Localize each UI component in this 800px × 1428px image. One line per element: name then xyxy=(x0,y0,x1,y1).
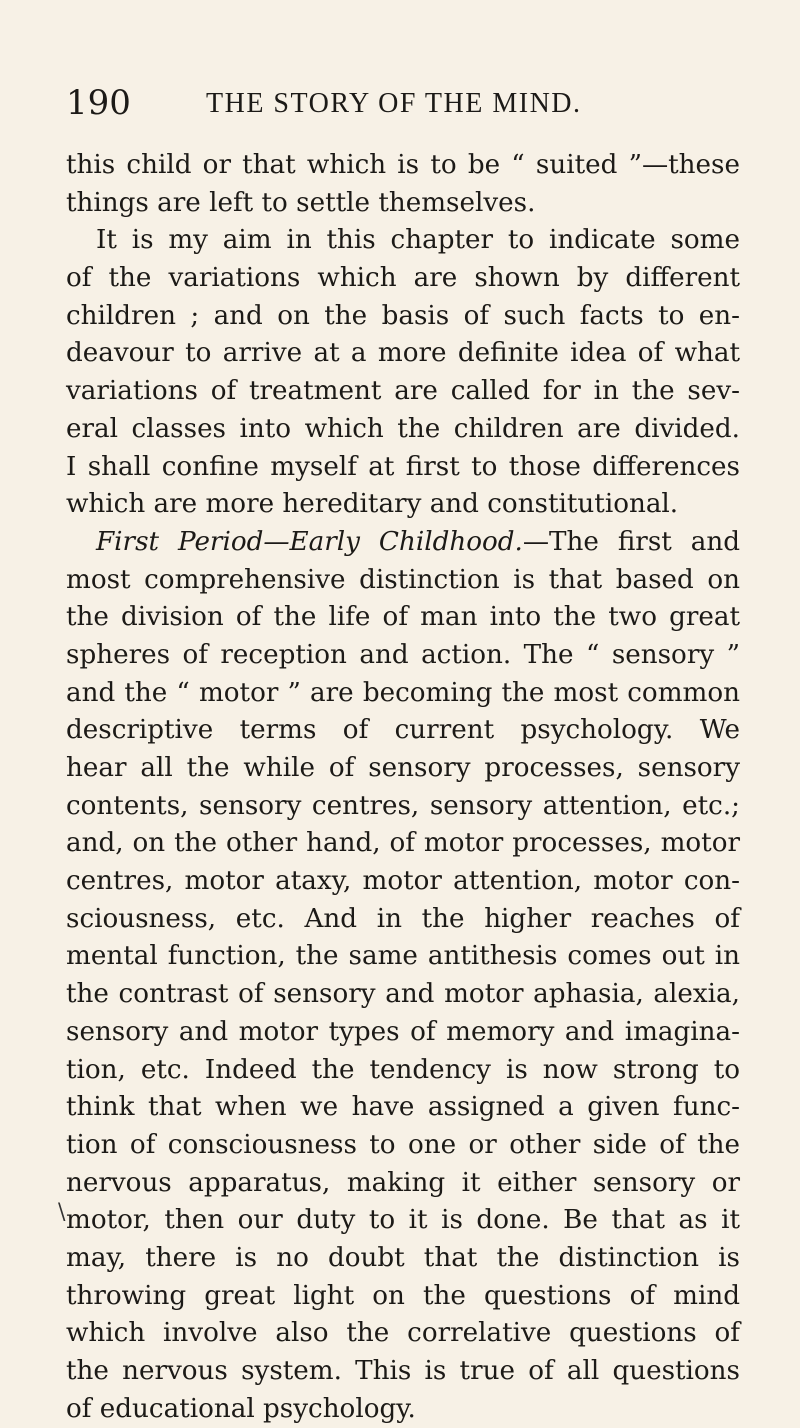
text-line: descriptive terms of current psychology. We xyxy=(66,715,740,746)
text-line: centres, motor ataxy, motor attention, motor con- xyxy=(66,866,740,897)
text-line: nervous apparatus, making it either sensory or xyxy=(66,1167,740,1198)
text-line: sensory and motor types of memory and imagina- xyxy=(66,1016,740,1047)
text-line: think that when we have assigned a given func- xyxy=(66,1092,740,1123)
text-line: the contrast of sensory and motor aphasia, alexia, xyxy=(66,979,740,1010)
running-title: THE STORY OF THE MIND. xyxy=(206,88,582,119)
text-line: eral classes into which the children are divided. xyxy=(66,413,740,444)
text-line: I shall confine myself at first to those differences xyxy=(66,451,740,482)
body-text xyxy=(66,147,740,1428)
text-line: tion of consciousness to one or other side of the xyxy=(66,1129,740,1160)
section-heading: First Period—Early Childhood. xyxy=(96,526,523,557)
text-line: hear all the while of sensory processes, sensory xyxy=(66,753,740,783)
text-line: deavour to arrive at a more definite idea of what xyxy=(66,338,740,369)
text-line: of the variations which are shown by different xyxy=(66,263,740,294)
text-line: the division of the life of man into the two great xyxy=(66,602,740,633)
text-line: this child or that which is to be “ suited ”—these xyxy=(66,150,740,180)
page-number: 190 xyxy=(66,83,131,123)
text-line: tion, etc. Indeed the tendency is now strong to xyxy=(66,1054,740,1085)
text-line: variations of treatment are called for in the sev- xyxy=(66,376,740,407)
section-heading-rest: —The first and xyxy=(522,526,740,557)
text-line: which involve also the correlative questions of xyxy=(66,1318,740,1349)
text-line: It is my aim in this chapter to indicate some xyxy=(96,225,740,256)
text-line: may, there is no doubt that the distinction is xyxy=(66,1242,740,1273)
text-line: most comprehensive distinction is that based on xyxy=(66,564,740,595)
section-heading-line xyxy=(66,524,740,562)
text-line: throwing great light on the questions of mind xyxy=(66,1280,740,1311)
text-line: which are more hereditary and constitutional. xyxy=(66,489,679,520)
text-line: sciousness, etc. And in the higher reaches of xyxy=(66,903,740,934)
text-line: of educational psychology. xyxy=(66,1393,416,1424)
text-line: things are left to settle themselves. xyxy=(66,187,536,218)
text-line: contents, sensory centres, sensory attention, etc.; xyxy=(66,790,740,821)
text-line: motor, then our duty to it is done. Be that as it xyxy=(66,1205,740,1236)
text-line: children ; and on the basis of such facts to en- xyxy=(66,300,740,331)
text-line: and the “ motor ” are becoming the most common xyxy=(66,677,740,708)
text-line: and, on the other hand, of motor processes, motor xyxy=(66,828,740,859)
text-line: the nervous system. This is true of all questions xyxy=(66,1356,740,1386)
text-line: spheres of reception and action. The “ sensory ” xyxy=(66,639,740,670)
running-head xyxy=(66,83,736,123)
margin-mark: \ xyxy=(58,1200,66,1225)
text-line: mental function, the same antithesis comes out in xyxy=(66,941,740,972)
